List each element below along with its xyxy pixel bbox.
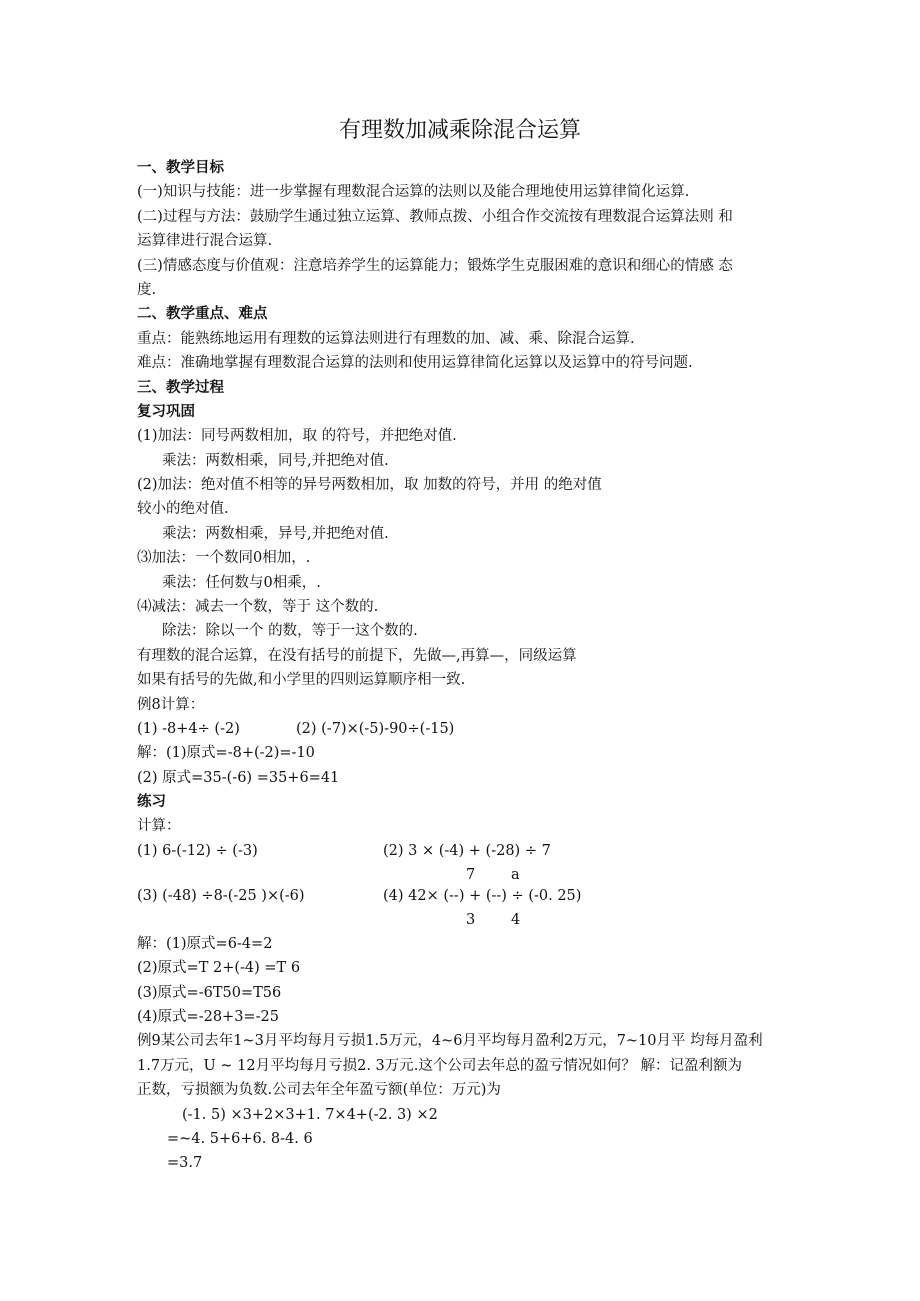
process-heading: 三、教学过程 [137, 379, 224, 396]
fraction-denominator-1: 3 [466, 912, 476, 928]
review-rule-1-mul: 乘法：两数相乘，同号,并把绝对值. [162, 453, 389, 469]
example8-q2: (2) (-7)×(-5)-90÷(-15) [296, 721, 455, 737]
example8-a2: (2) 原式=35-(-6) =35+6=41 [137, 770, 340, 786]
practice-solution-2: (2)原式=T 2+(-4) =T 6 [137, 960, 301, 976]
goal-process-line1: (二)过程与方法：鼓励学生通过独立运算、教师点拨、小组合作交流按有理数混合运算法则 和 [137, 209, 733, 225]
practice-solution-1: 解：(1)原式=6-4=2 [137, 936, 273, 952]
review-rule-1-add: (1)加法：同号两数相加，取 的符号，并把绝对值. [137, 428, 457, 444]
example9-equation-3: =3.7 [167, 1155, 203, 1171]
example9-equation-2: =~4. 5+6+6. 8-4. 6 [167, 1131, 313, 1147]
key-point: 重点：能熟练地运用有理数的运算法则进行有理数的加、减、乘、除混合运算. [137, 331, 635, 347]
example8-a1: 解：(1)原式=-8+(-2)=-10 [137, 745, 315, 761]
review-rule-3-add: ⑶加法：一个数同0相加，. [137, 550, 311, 566]
review-heading: 复习巩固 [137, 403, 195, 420]
review-rule-4-sub: ⑷减法：减去一个数，等于 这个数的. [137, 599, 379, 615]
practice-solution-4: (4)原式=-28+3=-25 [137, 1009, 279, 1025]
fraction-numerator-2: a [511, 867, 520, 883]
goal-attitude-line2: 度. [137, 282, 157, 298]
review-rule-2-add-cont: 较小的绝对值. [137, 501, 229, 517]
example9-line2: 1.7万元，U ~ 12月平均每月亏损2. 3万元.这个公司去年总的盈亏情况如何？ 解：记盈利额为 [137, 1058, 742, 1074]
goals-heading: 一、教学目标 [137, 159, 224, 176]
goal-process-line2: 运算律进行混合运算. [137, 233, 273, 249]
example8-q1: (1) -8+4÷ (-2) [137, 721, 240, 737]
practice-heading: 练习 [137, 793, 166, 810]
difficulty-point: 难点：准确地掌握有理数混合运算的法则和使用运算律简化运算以及运算中的符号问题. [137, 355, 693, 371]
goal-knowledge: (一)知识与技能：进一步掌握有理数混合运算的法则以及能合理地使用运算律简化运算. [137, 184, 690, 200]
example9-line1: 例9某公司去年1~3月平均每月亏损1.5万元，4~6月平均每月盈利2万元，7~10月平 均每月盈利 [137, 1033, 763, 1049]
practice-q2: (2) 3 × (-4) + (-28) ÷ 7 [383, 843, 551, 859]
practice-q4: (4) 42× (--) + (--) ÷ (-0. 25) [383, 888, 582, 904]
example8-heading: 例8计算： [137, 697, 205, 713]
example9-equation-1: (-1. 5) ×3+2×3+1. 7×4+(-2. 3) ×2 [182, 1107, 438, 1123]
fraction-denominator-2: 4 [511, 912, 521, 928]
practice-q3: (3) (-48) ÷8-(-25 )×(-6) [137, 888, 305, 904]
page-title: 有理数加减乘除混合运算 [338, 118, 581, 143]
review-rule-2-mul: 乘法：两数相乘，异号,并把绝对值. [162, 526, 389, 542]
mixed-rule-line2: 如果有括号的先做,和小学里的四则运算顺序相一致. [137, 672, 466, 688]
practice-q1: (1) 6-(-12) ÷ (-3) [137, 843, 258, 859]
goal-attitude-line1: (三)情感态度与价值观：注意培养学生的运算能力；锻炼学生克服困难的意识和细心的情感 态 [137, 258, 733, 274]
review-rule-4-div: 除法：除以一个 的数，等于一这个数的. [162, 623, 418, 639]
mixed-rule-line1: 有理数的混合运算，在没有括号的前提下，先做—,再算—，同级运算 [137, 648, 577, 664]
review-rule-2-add: (2)加法：绝对值不相等的异号两数相加，取 加数的符号，并用 的绝对值 [137, 477, 602, 493]
fraction-numerator-1: 7 [466, 867, 476, 883]
calc-label: 计算： [137, 818, 181, 834]
example9-line3: 正数，亏损额为负数.公司去年全年盈亏额(单位：万元)为 [137, 1082, 501, 1098]
review-rule-3-mul: 乘法：任何数与0相乘，. [162, 575, 321, 591]
practice-solution-3: (3)原式=-6T50=T56 [137, 985, 282, 1001]
key-heading: 二、教学重点、难点 [137, 305, 268, 322]
